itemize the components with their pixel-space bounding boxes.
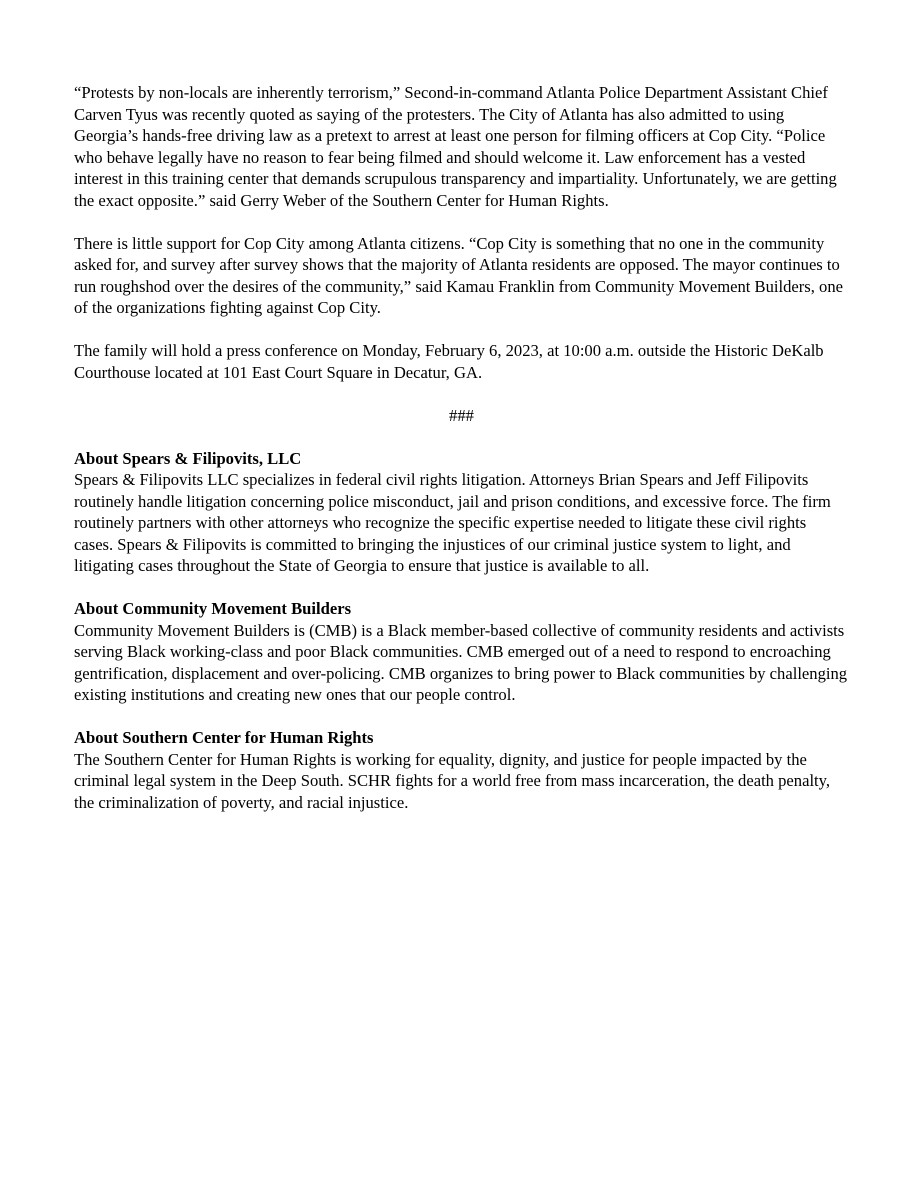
section-title: About Spears & Filipovits, LLC	[74, 448, 302, 468]
paragraph-protests-quote: “Protests by non-locals are inherently terrorism,” Second-in-command Atlanta Police Department Assistant Chief Carven Tyus was recently quoted as saying of the protesters. The City of Atlanta has also admitted to using Georgia’s hands-free driving law as a pretext to arrest at least one person for filming officers at Cop City. “Police who behave legally have no reason to fear being filmed and should welcome it. Law enforcement has a vested interest in this training center that demands scrupulous transparency and impartiality. Unfortunately, we are getting the exact opposite.” said Gerry Weber of the Southern Center for Human Rights.	[74, 83, 837, 210]
section-divider: ###	[449, 405, 474, 425]
about-spears-filipovits	[74, 448, 849, 577]
about-southern-center	[74, 727, 849, 813]
section-body: Community Movement Builders is (CMB) is a Black member-based collective of community residents and activists serving Black working-class and poor Black communities. CMB emerged out of a need to respond to encroaching gentrification, displacement and over-policing. CMB organizes to bring power to Black communities by challenging existing institutions and creating new ones that our people control.	[74, 620, 848, 704]
paragraph-little-support: There is little support for Cop City among Atlanta citizens. “Cop City is something that no one in the community asked for, and survey after survey shows that the majority of Atlanta residents are opposed. The mayor continues to run roughshod over the desires of the community,” said Kamau Franklin from Community Movement Builders, one of the organizations fighting against Cop City.	[74, 233, 844, 317]
paragraph-press-conference: The family will hold a press conference on Monday, February 6, 2023, at 10:00 a.m. outside the Historic DeKalb Courthouse located at 101 East Court Square in Decatur, GA.	[74, 341, 824, 382]
section-title: About Southern Center for Human Rights	[74, 728, 374, 747]
document-page	[74, 82, 849, 835]
section-body: Spears & Filipovits LLC specializes in federal civil rights litigation. Attorneys Brian Spears and Jeff Filipovits routinely handle litigation concerning police misconduct, jail and prison conditions, and excessive force. The firm routinely partners with other attorneys who recognize the specific expertise needed to litigate these civil rights cases. Spears & Filipovits is committed to bringing the injustices of our criminal justice system to light, and litigating cases throughout the State of Georgia to ensure that justice is available to all.	[74, 470, 831, 575]
section-title: About Community Movement Builders	[74, 599, 352, 618]
about-community-movement-builders	[74, 598, 849, 706]
section-body: The Southern Center for Human Rights is working for equality, dignity, and justice for people impacted by the criminal legal system in the Deep South. SCHR fights for a world free from mass incarceration, the death penalty, the criminalization of poverty, and racial injustice.	[74, 749, 831, 812]
